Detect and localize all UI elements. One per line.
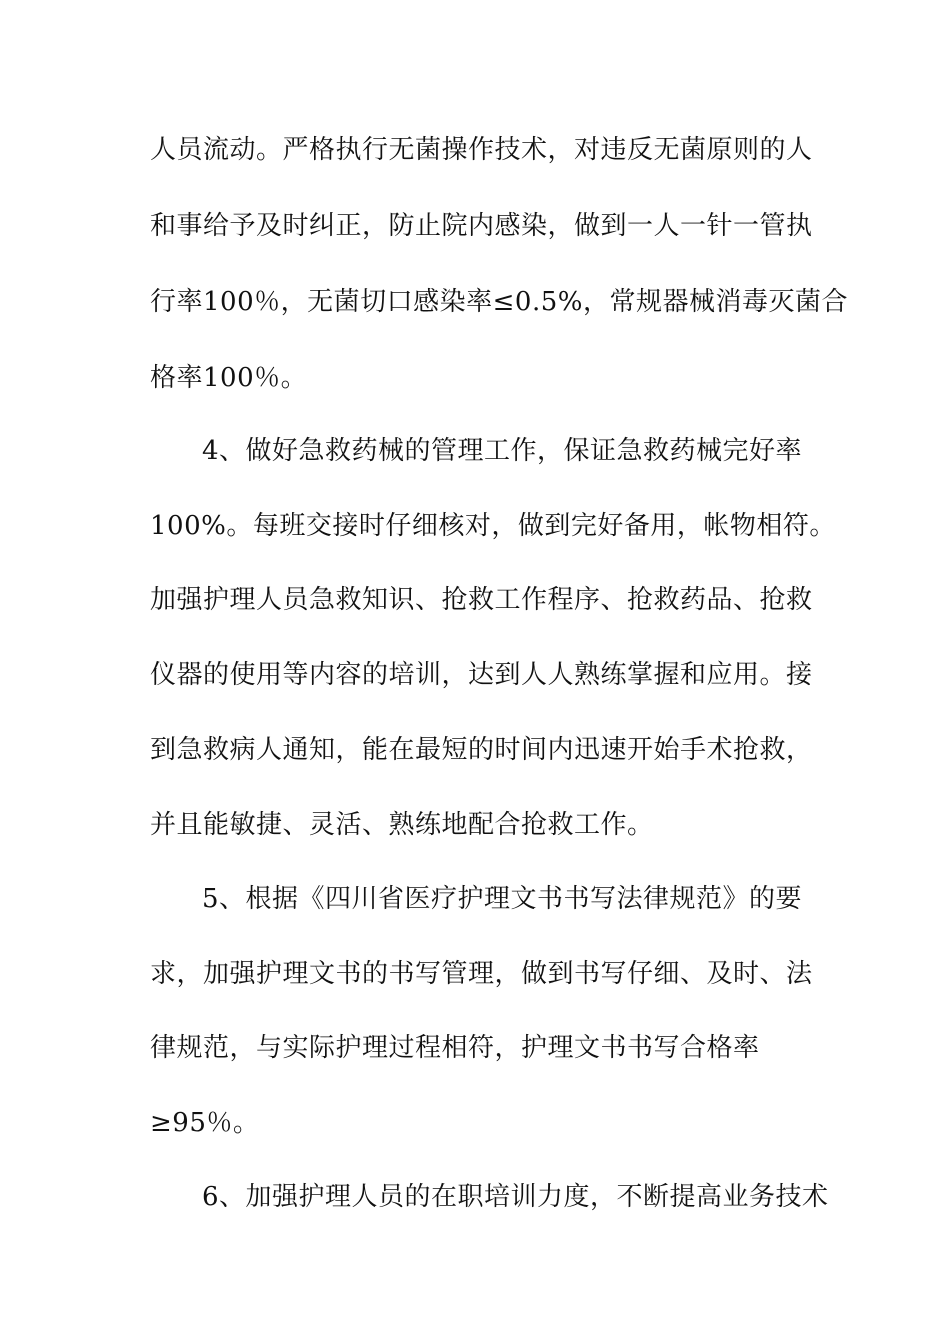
text-line: 格率100％。 — [150, 363, 308, 393]
text-line: ≥95％。 — [150, 1108, 260, 1138]
text-line: 100%。每班交接时仔细核对，做到完好备用，帐物相符。 — [150, 511, 836, 541]
text-line: 仪器的使用等内容的培训，达到人人熟练掌握和应用。接 — [150, 660, 813, 690]
paragraph-start-line: 4、做好急救药械的管理工作，保证急救药械完好率 — [202, 436, 803, 466]
text-line: 行率100％，无菌切口感染率≤0.5%，常规器械消毒灭菌合 — [150, 287, 848, 317]
paragraph-start-line: 5、根据《四川省医疗护理文书书写法律规范》的要 — [202, 884, 803, 914]
text-line: 求，加强护理文书的书写管理，做到书写仔细、及时、法 — [150, 959, 813, 989]
text-line: 人员流动。严格执行无菌操作技术，对违反无菌原则的人 — [150, 135, 813, 165]
text-line: 到急救病人通知，能在最短的时间内迅速开始手术抢救， — [150, 735, 813, 765]
text-line: 律规范，与实际护理过程相符，护理文书书写合格率 — [150, 1033, 760, 1063]
text-line: 并且能敏捷、灵活、熟练地配合抢救工作。 — [150, 810, 654, 840]
paragraph-start-line: 6、加强护理人员的在职培训力度，不断提高业务技术 — [202, 1182, 829, 1212]
text-line: 和事给予及时纠正，防止院内感染，做到一人一针一管执 — [150, 211, 813, 241]
text-line: 加强护理人员急救知识、抢救工作程序、抢救药品、抢救 — [150, 585, 813, 615]
